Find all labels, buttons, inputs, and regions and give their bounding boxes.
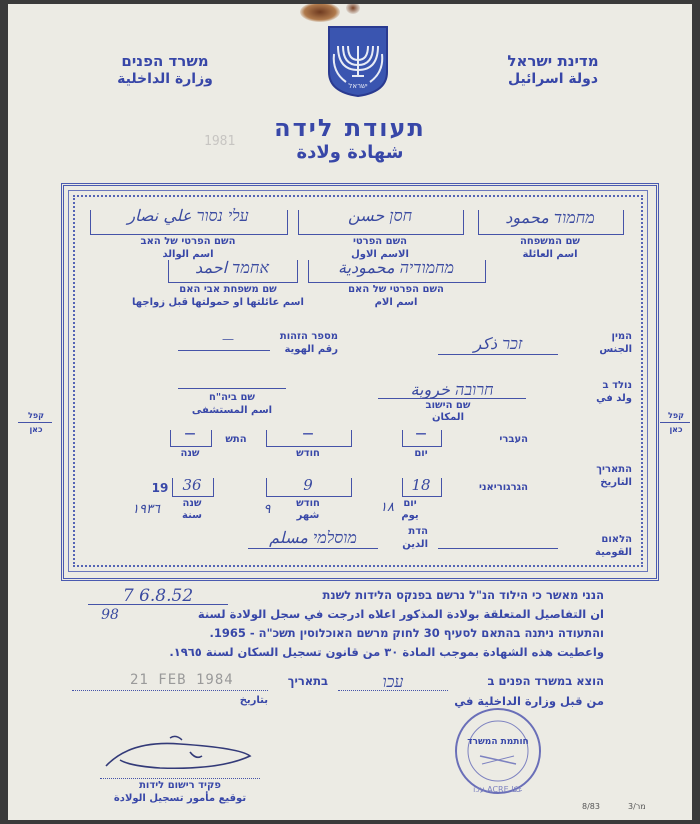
settlement-label-he: שם הישוב [425, 400, 471, 411]
family-name-label-he: שם המשפחה [519, 236, 581, 247]
id-value: — [222, 332, 234, 346]
date-label-ar: التاريخ [600, 477, 632, 488]
born-in-label-he: נולד ב [602, 380, 632, 391]
greg-month-label-he: חודש [296, 498, 320, 509]
family-name-label-ar: اسم العائلة [522, 249, 578, 260]
hospital-line [178, 388, 286, 389]
first-name-label-he: השם הפרטי [352, 236, 408, 247]
sex-label-ar: الجنس [599, 344, 632, 355]
issued-date-line [72, 690, 268, 691]
fold-label-right-2: כאן [669, 425, 683, 434]
issue-date-stamp: 21 FEB 1984 [130, 672, 234, 688]
faded-number: 1981 [204, 134, 236, 149]
stamp-ring-text: עכו ACRE عكا [473, 785, 523, 794]
greg-day-value: 18 [411, 476, 431, 494]
issued-place-value: עכו [382, 672, 404, 691]
religion-label-he: הדת [408, 526, 428, 537]
fold-label-left: קפל [28, 411, 44, 420]
sex-label-he: המין [611, 331, 632, 342]
israel-emblem-icon [326, 24, 390, 98]
born-in-label-ar: ولد في [596, 393, 632, 404]
state-name-he: מדינת ישראל [507, 52, 599, 70]
clerk-label-ar: توقيع مأمور تسجيل الولادة [113, 793, 247, 804]
hospital-label-ar: اسم المستشفى [191, 405, 273, 416]
clerk-signature-icon [100, 730, 260, 780]
hebrew-year-label: שנה [180, 448, 200, 459]
fold-label-right: קפל [668, 411, 684, 420]
footer-year-value: 98 [101, 607, 119, 623]
issued-label-ar: من قبل وزارة الداخلية في [454, 694, 604, 708]
fold-line-left [18, 422, 52, 423]
religion-label-ar: الدين [402, 539, 428, 550]
stain-mark [346, 4, 360, 14]
greg-year-label-he: שנה [182, 498, 202, 509]
footer-line-3: והתעודה ניתנה בהתאם לסעיף 30 לחוק מרשם האוכלוסין תשכ"ה - 1965. [209, 626, 604, 640]
form-code: מר/3 [628, 802, 646, 811]
clerk-signature-line [100, 778, 260, 779]
nationality-label-he: הלאום [601, 534, 632, 545]
issued-label-he: הוצא במשרד הפנים ב [487, 674, 604, 688]
greg-year-value-ar: ١٩٣٦ [132, 502, 160, 517]
religion-line [248, 548, 378, 549]
father-name-value: עלי נסור علي نصار [127, 206, 249, 225]
family-name-value: מחמוד محمود [505, 208, 595, 227]
settlement-value: חרובה خروبة [410, 380, 494, 399]
birth-certificate [8, 4, 692, 820]
id-label-he: מספר הזהות [279, 331, 338, 342]
hebrew-month-value: — [302, 427, 314, 440]
greg-month-label-ar: شهر [296, 510, 320, 521]
hebrew-day-label: יום [414, 448, 428, 459]
greg-day-label-he: יום [403, 498, 417, 509]
nationality-line [438, 548, 558, 549]
id-label-ar: رقم الهوية [284, 344, 338, 355]
mother-name-value: מחמודיה محمودية [337, 258, 454, 277]
footer-line-2: ان التفاصيل المتعلقة بولادة المذكور اعلاه ادرجت في سجل الولادة لسنة [197, 607, 604, 621]
hebrew-date-label: העברי [499, 434, 528, 445]
greg-month-value: 9 [303, 476, 313, 494]
title-he: תעודת לידה [274, 114, 426, 142]
religion-value: מוסלמי مسلم [269, 528, 357, 547]
mother-name-label-ar: اسم الام [374, 297, 418, 308]
first-name-value: חסן حسن [347, 206, 413, 225]
footer-line-1: הנני מאשר כי הילוד הנ"ל נרשם בפנקס הלידות לשנת [322, 588, 604, 602]
issued-date-label-he: בתאריך [287, 674, 328, 688]
hospital-label-he: שם ביה"ח [208, 392, 256, 403]
mother-family-value: אחמד احمد [195, 258, 269, 277]
ministry-name-ar: وزارة الداخلية [117, 71, 213, 87]
hebrew-day-value: — [415, 427, 427, 440]
mother-name-label-he: השם הפרטי של האם [348, 284, 444, 295]
father-name-label-ar: اسم الوالد [162, 249, 214, 260]
sex-value: זכר ذكر [473, 334, 523, 353]
hebrew-month-label: חודש [296, 448, 320, 459]
footer-registry-value: 7 6.8.52 [122, 586, 194, 606]
form-number: 8/83 [582, 802, 600, 811]
gregorian-date-label: הגרגוריאני [479, 482, 528, 493]
sex-line [438, 354, 558, 355]
greg-year-value: 36 [182, 476, 202, 494]
emblem-text: ישראל [348, 82, 368, 90]
id-line [178, 350, 270, 351]
greg-year-prefix: 19 [151, 481, 169, 495]
nationality-label-ar: القومية [595, 547, 632, 558]
state-name-ar: دولة اسرائيل [507, 71, 599, 87]
stamp-label: חותמת המשרד [467, 737, 529, 747]
stain-mark [300, 4, 340, 22]
greg-month-value-ar: ٩ [263, 502, 271, 517]
father-name-label-he: השם הפרטי של האב [140, 236, 236, 247]
date-label-he: התאריך [596, 464, 632, 475]
greg-year-label-ar: سنة [182, 510, 202, 521]
footer-line-4: واعطيت هذه الشهادة بموجب المادة ٣٠ من قانون تسجيل السكان لسنة ١٩٦٥. [169, 645, 604, 659]
settlement-label-ar: المكان [432, 412, 464, 423]
mother-family-label-he: שם משפחת אבי האם [179, 284, 277, 295]
fold-line-right [660, 422, 690, 423]
greg-day-value-ar: ١٨ [380, 500, 394, 515]
issued-date-label-ar: بتاريخ [239, 695, 268, 706]
office-stamp-icon [436, 704, 560, 798]
mother-family-label-ar: اسم عائلتها او حمولتها قبل زواجها [132, 297, 304, 308]
fold-label-left-2: כאן [29, 425, 43, 434]
hebrew-year-value: — [184, 427, 196, 440]
first-name-label-ar: الاسم الاول [351, 249, 409, 260]
hebrew-year-prefix: התש [225, 434, 247, 445]
ministry-name-he: משרד הפנים [121, 52, 209, 70]
title-ar: شهادة ولادة [296, 142, 404, 163]
clerk-label-he: פקיד רישום לידות [139, 780, 221, 791]
greg-day-label-ar: يوم [401, 510, 419, 521]
